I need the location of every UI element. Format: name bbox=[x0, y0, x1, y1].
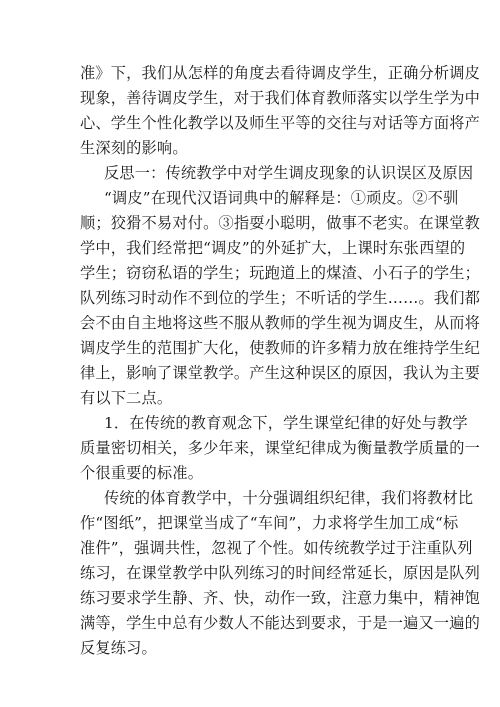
text-line: 反复练习。 bbox=[80, 639, 157, 657]
text-line: 准件”，强调共性，忽视了个性。如传统教学过于注重队列 bbox=[80, 539, 473, 557]
text-line: 现象，善待调皮学生，对于我们体育教师落实以学生学为中 bbox=[80, 89, 481, 107]
text-line: 会不由自主地将这些不服从教师的学生视为调皮生，从而将 bbox=[80, 314, 481, 332]
text-line: 满等，学生中总有少数人不能达到要求，于是一遍又一遍的 bbox=[80, 614, 481, 632]
text-line: 学中，我们经常把“调皮”的外延扩大，上课时东张西望的 bbox=[80, 239, 466, 257]
text-line: 心、学生个性化教学以及师生平等的交往与对话等方面将产 bbox=[80, 114, 481, 132]
text-line: 调皮学生的范围扩大化，使教师的许多精力放在维持学生纪 bbox=[80, 339, 481, 357]
section-heading: 反思一：传统教学中对学生调皮现象的认识误区及原因 bbox=[104, 164, 474, 182]
text-line: 有以下二点。 bbox=[80, 389, 173, 407]
text-line: 1．在传统的教育观念下，学生课堂纪律的好处与教学 bbox=[104, 414, 468, 432]
text-line: 队列练习时动作不到位的学生；不听话的学生……。我们都 bbox=[80, 289, 481, 307]
text-line: 作“图纸”，把课堂当成了“车间”，力求将学生加工成“标 bbox=[80, 514, 459, 532]
text-line: 顺；狡猾不易对付。③指耍小聪明，做事不老实。在课堂教 bbox=[80, 214, 481, 232]
text-line: 质量密切相关，多少年来，课堂纪律成为衡量教学质量的一 bbox=[80, 439, 481, 457]
text-line: 传统的体育教学中，十分强调组织纪律，我们将教材比 bbox=[104, 489, 474, 507]
text-line: 生深刻的影响。 bbox=[80, 139, 188, 157]
text-line: 学生；窃窃私语的学生；玩跑道上的煤渣、小石子的学生； bbox=[80, 264, 481, 282]
text-line: 练习，在课堂教学中队列练习的时间经常延长，原因是队列 bbox=[80, 564, 481, 582]
text-line: “调皮”在现代汉语词典中的解释是：①顽皮。②不驯 bbox=[104, 189, 459, 207]
text-line: 个很重要的标准。 bbox=[80, 464, 204, 482]
text-line: 准》下，我们从怎样的角度去看待调皮学生，正确分析调皮 bbox=[80, 64, 481, 82]
text-line: 律上，影响了课堂教学。产生这种误区的原因，我认为主要 bbox=[80, 364, 481, 382]
text-line: 练习要求学生静、齐、快，动作一致，注意力集中，精神饱 bbox=[80, 589, 481, 607]
